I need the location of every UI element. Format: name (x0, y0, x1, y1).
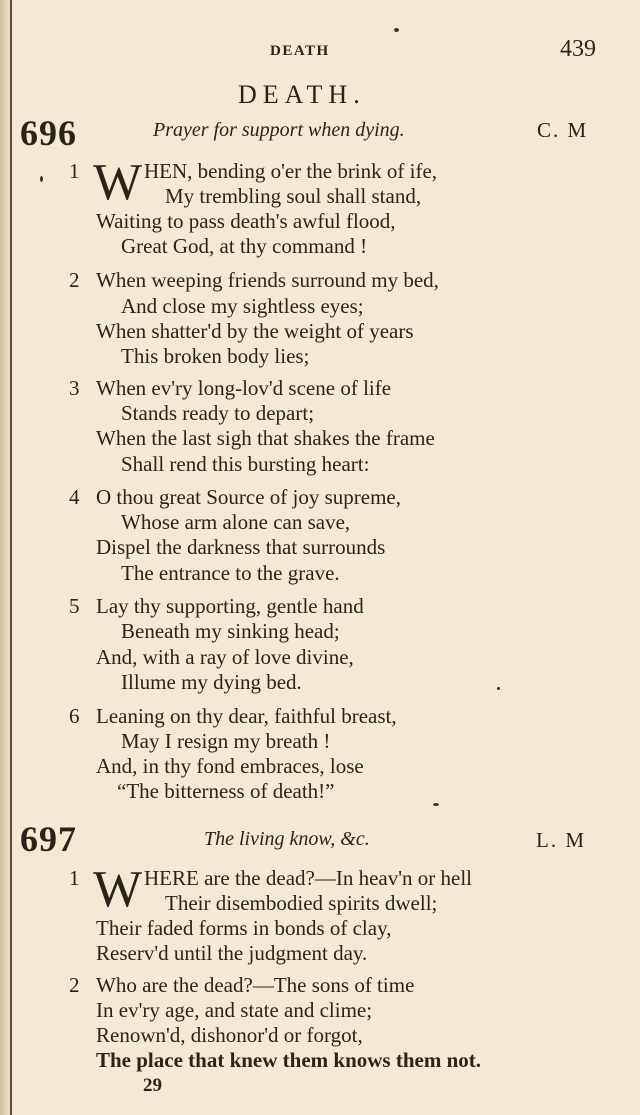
verse-line: When ev'ry long-lov'd scene of life (96, 376, 392, 400)
verse-line: Leaning on thy dear, faithful breast, (96, 704, 397, 728)
verse-number: 1 (69, 866, 80, 890)
verse-line: Who are the dead?—The sons of time (96, 973, 415, 997)
verse-line: And close my sightless eyes; (121, 294, 364, 318)
verse-line: When shatter'd by the weight of years (96, 319, 414, 343)
signature-mark: 29 (143, 1075, 162, 1096)
verse-line: When weeping friends surround my bed, (96, 268, 439, 292)
verse-line: Lay thy supporting, gentle hand (96, 594, 364, 618)
page-number: 439 (560, 36, 596, 62)
ink-speck (433, 803, 439, 806)
verse-line: “The bitterness of death!” (117, 779, 335, 803)
verse-line: Renown'd, dishonor'd or forgot, (96, 1023, 363, 1047)
verse-number: 1 (69, 159, 80, 183)
verse-line: Beneath my sinking head; (121, 619, 340, 643)
verse-line: Their disembodied spirits dwell; (165, 891, 438, 915)
verse-line: Their faded forms in bonds of clay, (96, 916, 392, 940)
verse-line: This broken body lies; (121, 344, 310, 368)
section-title: DEATH. (238, 80, 366, 109)
verse-number: 3 (69, 376, 80, 400)
verse-line: Stands ready to depart; (121, 401, 315, 425)
verse-line: The place that knew them knows them not. (96, 1048, 482, 1072)
hymn-number: 697 (20, 819, 77, 859)
verse-line: O thou great Source of joy supreme, (96, 485, 402, 509)
verse-number: 6 (69, 704, 80, 728)
hymn-subtitle: Prayer for support when dying. (153, 119, 405, 141)
binding-line (10, 0, 12, 1115)
verse-line: In ev'ry age, and state and clime; (96, 998, 373, 1022)
verse-line: When the last sigh that shakes the frame (96, 426, 435, 450)
verse-line: Great God, at thy command ! (121, 234, 368, 258)
verse-line: HERE are the dead?—In heav'n or hell (144, 866, 472, 890)
verse-line: And, in thy fond embraces, lose (96, 754, 364, 778)
verse-line: And, with a ray of love divine, (96, 645, 354, 669)
verse-number: 4 (69, 485, 80, 509)
ink-speck (497, 687, 500, 690)
drop-cap: W (93, 154, 143, 211)
verse-number: 5 (69, 594, 80, 618)
verse-line: Whose arm alone can save, (121, 510, 351, 534)
verse-number: 2 (69, 973, 80, 997)
verse-line: Shall rend this bursting heart: (121, 452, 370, 476)
running-head: DEATH (270, 43, 330, 59)
verse-line: Waiting to pass death's awful flood, (96, 209, 396, 233)
verse-line: May I resign my breath ! (121, 729, 331, 753)
verse-number: 2 (69, 268, 80, 292)
hymn-number: 696 (20, 113, 77, 153)
verse-line: Reserv'd until the judgment day. (96, 941, 368, 965)
verse-line: Illume my dying bed. (121, 670, 302, 694)
drop-cap: W (93, 861, 143, 918)
ink-speck (394, 28, 399, 32)
hymn-meter: L. M (536, 828, 586, 852)
verse-line: The entrance to the grave. (121, 561, 340, 585)
hymn-subtitle: The living know, &c. (204, 828, 370, 850)
ink-speck (40, 176, 43, 182)
hymn-meter: C. M (537, 118, 589, 142)
verse-line: My trembling soul shall stand, (165, 184, 422, 208)
verse-line: Dispel the darkness that surrounds (96, 535, 386, 559)
verse-line: HEN, bending o'er the brink of ife, (144, 159, 438, 183)
